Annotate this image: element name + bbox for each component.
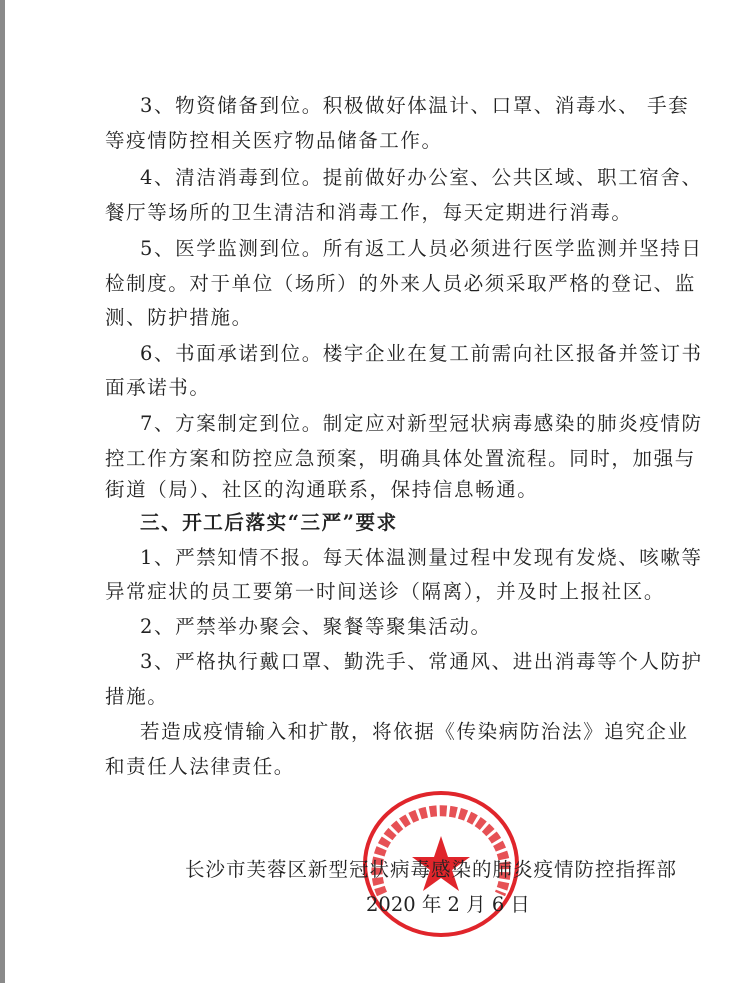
- paragraph-line: 等疫情防控相关医疗物品储备工作。: [105, 129, 443, 152]
- paragraph-line: 若造成疫情输入和扩散，将依据《传染病防治法》追究企业: [140, 720, 689, 743]
- paragraph-line: 6、书面承诺到位。楼宇企业在复工前需向社区报备并签订书: [140, 342, 703, 365]
- signature-date: 2020 年 2 月 6 日: [366, 893, 530, 916]
- paragraph-line: 异常症状的员工要第一时间送诊（隔离），并及时上报社区。: [105, 580, 665, 603]
- paragraph-line: 餐厅等场所的卫生清洁和消毒工作，每天定期进行消毒。: [105, 201, 633, 224]
- paragraph-line: 检制度。对于单位（场所）的外来人员必须采取严格的登记、监: [105, 272, 696, 295]
- paragraph-line: 测、防护措施。: [105, 306, 253, 329]
- paragraph-line: 和责任人法律责任。: [105, 755, 295, 778]
- paragraph-line: 措施。: [105, 685, 169, 708]
- paragraph-line: 7、方案制定到位。制定应对新型冠状病毒感染的肺炎疫情防: [140, 412, 703, 435]
- paragraph-line: 面承诺书。: [105, 376, 211, 399]
- page-edge: [0, 0, 5, 983]
- signature-org: 长沙市芙蓉区新型冠状病毒感染的肺炎疫情防控指挥部: [185, 858, 678, 881]
- paragraph-line: 控工作方案和防控应急预案，明确具体处置流程。同时，加强与: [105, 447, 696, 470]
- paragraph-line: 1、严禁知情不报。每天体温测量过程中发现有发烧、咳嗽等: [140, 546, 703, 569]
- paragraph-line: 2、严禁举办聚会、聚餐等聚集活动。: [140, 615, 492, 638]
- section-heading: 三、开工后落实“三严”要求: [140, 511, 398, 534]
- paragraph-line: 街道（局）、社区的沟通联系，保持信息畅通。: [105, 478, 539, 501]
- paragraph-line: 3、物资储备到位。积极做好体温计、口罩、消毒水、 手套: [140, 94, 690, 117]
- paragraph-line: 3、严格执行戴口罩、勤洗手、常通风、进出消毒等个人防护: [140, 650, 703, 673]
- paragraph-line: 5、医学监测到位。所有返工人员必须进行医学监测并坚持日: [140, 237, 703, 260]
- paragraph-line: 4、清洁消毒到位。提前做好办公室、公共区域、职工宿舍、: [140, 166, 703, 189]
